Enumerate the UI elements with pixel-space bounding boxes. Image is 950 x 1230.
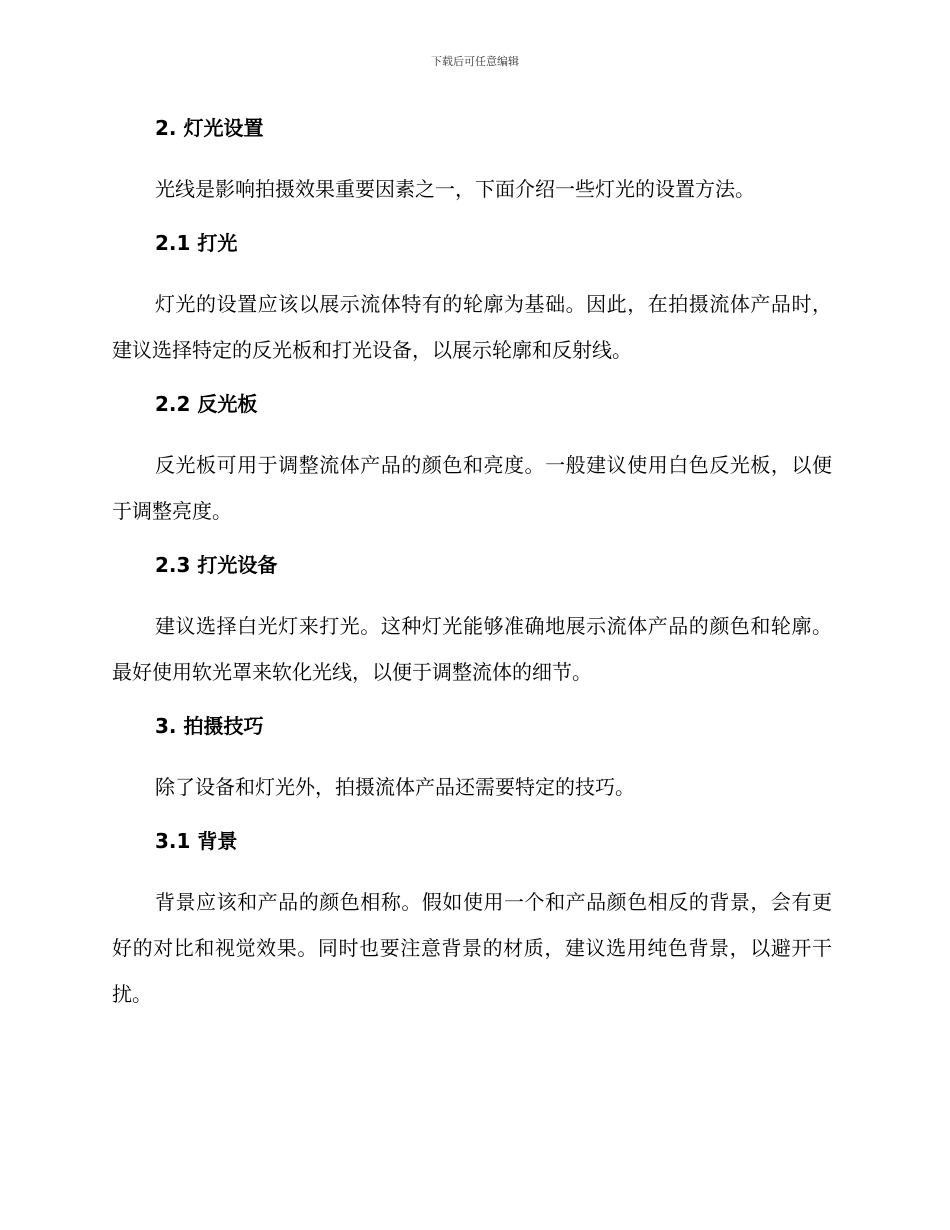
- document-body: [112, 108, 832, 1017]
- section-heading-2-2: 2.2 反光板: [155, 392, 258, 416]
- section-heading-2-3: 2.3 打光设备: [155, 553, 278, 577]
- section-2-3-paragraph: 建议选择白光灯来打光。这种灯光能够准确地展示流体产品的颜色和轮廓。最好使用软光罩来软化光线，以便于调整流体的细节。: [112, 614, 832, 684]
- section-heading-2: 2. 灯光设置: [155, 116, 264, 140]
- section-2-intro: 光线是影响拍摄效果重要因素之一，下面介绍一些灯光的设置方法。: [155, 177, 755, 201]
- section-heading-2-1: 2.1 打光: [155, 231, 238, 255]
- page-header: 下载后可任意编辑: [431, 55, 519, 68]
- section-2-1-paragraph: 灯光的设置应该以展示流体特有的轮廓为基础。因此，在拍摄流体产品时，建议选择特定的反光板和打光设备，以展示轮廓和反射线。: [112, 292, 832, 362]
- section-3-1-paragraph: 背景应该和产品的颜色相称。假如使用一个和产品颜色相反的背景，会有更好的对比和视觉效果。同时也要注意背景的材质，建议选用纯色背景，以避开干扰。: [112, 890, 832, 1006]
- section-2-2-paragraph: 反光板可用于调整流体产品的颜色和亮度。一般建议使用白色反光板，以便于调整亮度。: [112, 453, 832, 523]
- section-3-intro: 除了设备和灯光外，拍摄流体产品还需要特定的技巧。: [155, 775, 635, 799]
- section-heading-3-1: 3.1 背景: [155, 829, 238, 853]
- section-heading-3: 3. 拍摄技巧: [155, 714, 264, 738]
